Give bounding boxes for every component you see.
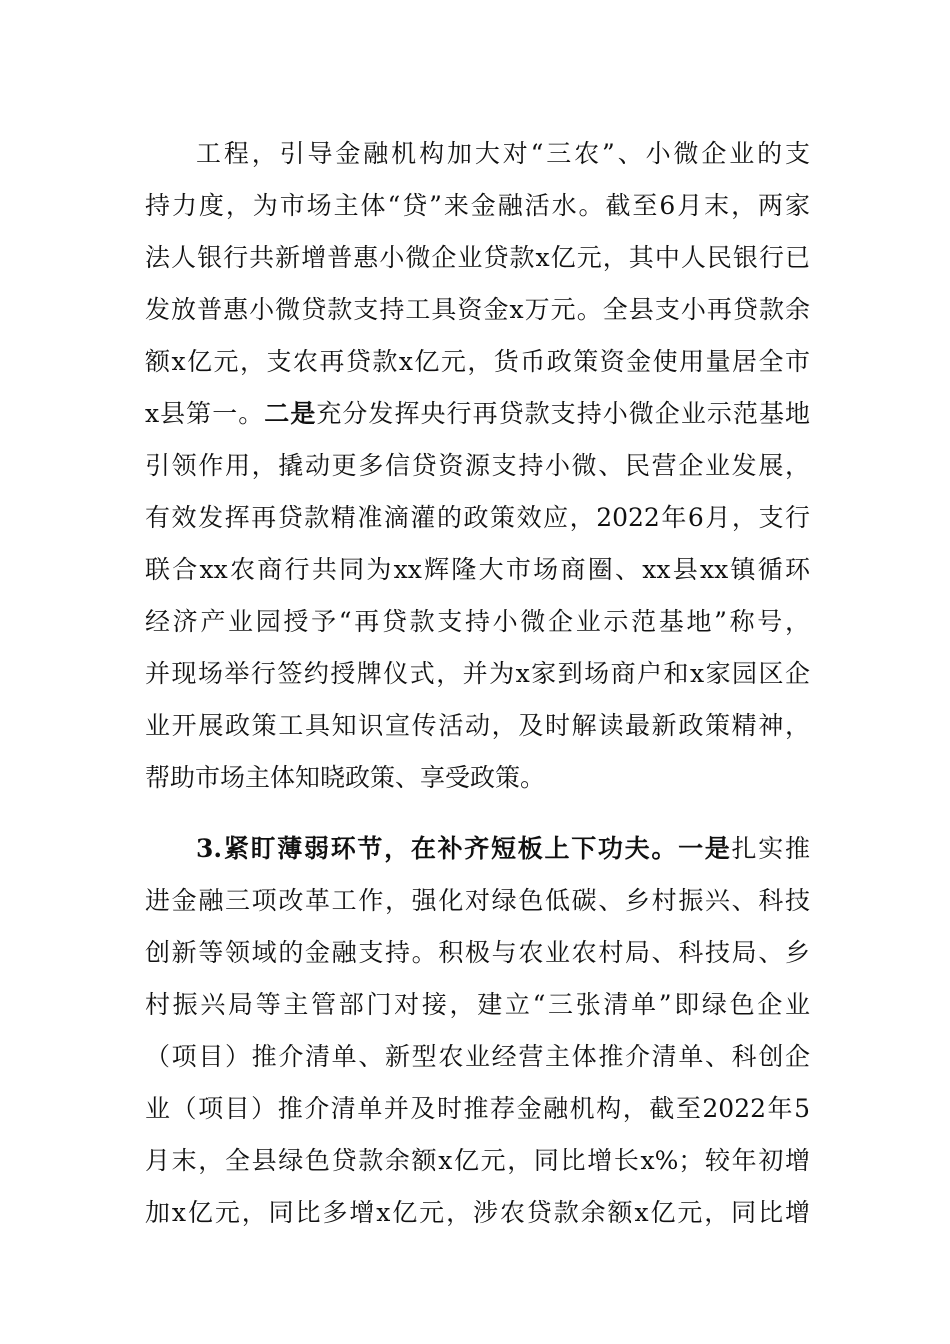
paragraph-2-line-6: 业（项目）推介清单并及时推荐金融机构，截至2022年5 bbox=[145, 1094, 810, 1123]
section-heading: 3.紧盯薄弱环节，在补齐短板上下功夫。 bbox=[196, 834, 679, 863]
paragraph-1-line-3: 法人银行共新增普惠小微企业贷款x亿元，其中人民银行已 bbox=[145, 243, 810, 272]
paragraph-2-line-8: 加x亿元，同比多增x亿元，涉农贷款余额x亿元，同比增 bbox=[145, 1198, 810, 1227]
emphasis-er-shi: 二是 bbox=[264, 399, 317, 428]
line-6-prefix: x县第一。 bbox=[145, 399, 265, 428]
paragraph-2-line-4: 村振兴局等主管部门对接，建立“三张清单”即绿色企业 bbox=[145, 990, 810, 1019]
paragraph-2-line-1 bbox=[196, 823, 810, 875]
paragraph-1-line-7: 引领作用，撬动更多信贷资源支持小微、民营企业发展， bbox=[145, 451, 810, 480]
paragraph-1-line-13: 帮助市场主体知晓政策、享受政策。 bbox=[145, 763, 546, 792]
line-1-suffix: 扎实推 bbox=[731, 834, 810, 863]
paragraph-1-line-9: 联合xx农商行共同为xx辉隆大市场商圈、xx县xx镇循环 bbox=[145, 555, 810, 584]
emphasis-yi-shi: 一是 bbox=[678, 834, 732, 863]
paragraph-2-line-5: （项目）推介清单、新型农业经营主体推介清单、科创企 bbox=[145, 1042, 810, 1071]
paragraph-1-line-1: 工程，引导金融机构加大对“三农”、小微企业的支 bbox=[196, 139, 810, 168]
paragraph-1-line-12: 业开展政策工具知识宣传活动，及时解读最新政策精神， bbox=[145, 711, 810, 740]
line-6-suffix: 充分发挥央行再贷款支持小微企业示范基地 bbox=[316, 399, 810, 428]
paragraph-1-line-5: 额x亿元，支农再贷款x亿元，货币政策资金使用量居全市 bbox=[145, 347, 810, 376]
paragraph-1-line-2: 持力度，为市场主体“贷”来金融活水。截至6月末，两家 bbox=[145, 191, 810, 220]
paragraph-1-line-6 bbox=[145, 388, 810, 440]
paragraph-1-line-8: 有效发挥再贷款精准滴灌的政策效应，2022年6月，支行 bbox=[145, 503, 810, 532]
paragraph-2-line-3: 创新等领域的金融支持。积极与农业农村局、科技局、乡 bbox=[145, 938, 810, 967]
paragraph-1-line-10: 经济产业园授予“再贷款支持小微企业示范基地”称号， bbox=[145, 607, 810, 636]
paragraph-2-line-7: 月末，全县绿色贷款余额x亿元，同比增长x%；较年初增 bbox=[145, 1146, 810, 1175]
paragraph-2-line-2: 进金融三项改革工作，强化对绿色低碳、乡村振兴、科技 bbox=[145, 886, 810, 915]
paragraph-1-line-4: 发放普惠小微贷款支持工具资金x万元。全县支小再贷款余 bbox=[145, 295, 810, 324]
paragraph-1-line-11: 并现场举行签约授牌仪式，并为x家到场商户和x家园区企 bbox=[145, 659, 810, 688]
